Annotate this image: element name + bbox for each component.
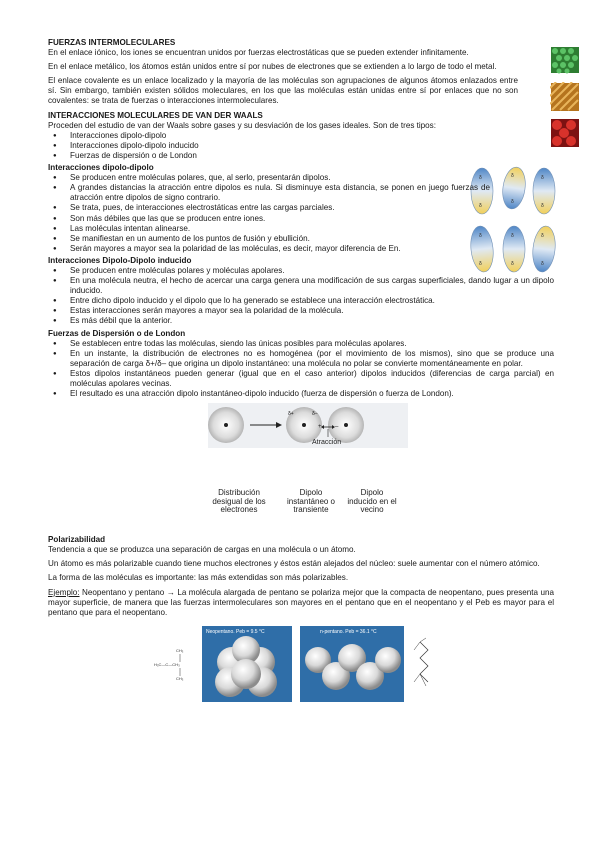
list-item: ● Son más débiles que las que se producen entre iones. [70, 214, 490, 224]
minus-label: – [335, 424, 339, 431]
list-item: ● Se producen entre moléculas polares y moléculas apolares. [70, 266, 554, 276]
svg-text:δ: δ [479, 233, 482, 240]
list-item: ● Es más débil que la anterior. [70, 316, 554, 326]
list-item: ● Las moléculas intentan alinearse. [70, 224, 490, 234]
polar-p1: Tendencia a que se produzca una separación de cargas en una molécula o un átomo. [48, 545, 356, 555]
polar-heading: Polarizabilidad [48, 535, 106, 545]
svg-text:δ: δ [479, 203, 482, 210]
figure-label-1: Distribución desigual de los electrones [212, 488, 266, 515]
london-heading: Fuerzas de Dispersión o de London [48, 328, 186, 338]
list-item: ● Interacciones dipolo-dipolo inducido [70, 141, 554, 151]
svg-text:δ: δ [511, 261, 514, 268]
document-page [48, 38, 554, 704]
list-item: ● Se trata, pues, de interacciones electrostáticas entre las cargas parciales. [70, 203, 490, 213]
vdw-text: Proceden del estudio de van der Waals sobre gases y su desviación de los gases ideales. Son de tres tipos: [48, 120, 436, 130]
svg-text:δ: δ [541, 175, 544, 182]
svg-text:δ: δ [541, 261, 544, 268]
plus-label: + [318, 424, 322, 431]
svg-text:δ: δ [541, 233, 544, 240]
figure-label-2: Dipolo instantáneo o transiente [286, 488, 336, 515]
delta-plus-label: δ+ [288, 411, 294, 418]
list-item: ● Entre dicho dipolo inducido y el dipolo que lo ha generado se establece una interacción electrostática. [70, 296, 554, 306]
vdw-types-list [48, 131, 554, 161]
neo-formula: H₃C—C—CH₃ [154, 661, 180, 667]
page-title: FUERZAS INTERMOLECULARES [48, 38, 176, 47]
intro-ionic: En el enlace iónico, los iones se encuentran unidos por fuerzas electrostáticas que se pueden extender infinitamente. [48, 48, 469, 58]
polar-p3: La forma de las moléculas es importante: las más extendidas son más polarizables. [48, 573, 349, 583]
pentane-figure [152, 622, 452, 704]
list-item: ● Serán mayores a mayor sea la polaridad de las moléculas, es decir, mayor diferencia de En. [70, 244, 490, 254]
list-item: ● Se establecen entre todas las moléculas, siendo las únicas posibles para moléculas apolares. [70, 339, 554, 349]
molecular-crystal-image [550, 118, 580, 148]
delta-minus-label: δ– [312, 411, 318, 418]
attraction-label: Atracción [312, 439, 342, 447]
intro-metallic: En el enlace metálico, los átomos están unidos entre sí por nubes de electrones que se extienden a lo largo de todo el metal. [48, 62, 497, 72]
london-dispersion-figure [208, 403, 408, 489]
list-item: ● Se producen entre moléculas polares, que, al serlo, presentarán dipolos. [70, 173, 490, 183]
list-item: ● Fuerzas de dispersión o de London [70, 151, 554, 161]
svg-text:δ: δ [511, 173, 514, 180]
svg-text:δ: δ [511, 233, 514, 240]
london-list [48, 339, 554, 400]
example-text: Neopentano y pentano → La molécula alargada de pentano se polariza mejor que la compacta de neopentano, pues presenta una mayor superficie, de manera que las fuerzas intermoleculares son mayores en el pentano que en el neopentano y el Peb es mayor para el pentano que para el neopentano. [48, 587, 554, 617]
list-item: ● El resultado es una atracción dipolo instantáneo-dipolo inducido (fuerza de dispersión o fuerza de London). [70, 389, 554, 399]
list-item: ● A grandes distancias la atracción entre dipolos es nula. Si disminuye esta distancia, se ponen en juego fuerzas de atracción entre dipolos de signo contrario. [70, 183, 490, 203]
svg-text:δ: δ [511, 199, 514, 206]
list-item: ● En un instante, la distribución de electrones no es homogénea (por el movimiento de los mismos), sino que se produce una separación de carga δ+/δ– que origina un dipolo instantáneo: una molécula no polar se convierte momentáneamente en polar. [70, 349, 554, 369]
induced-list [48, 266, 554, 327]
induced-heading: Interacciones Dipolo-Dipolo inducido [48, 255, 192, 265]
list-item: ● En una molécula neutra, el hecho de acercar una carga genera una modificación de sus cargas superficiales, dando lugar a un dipolo inducido. [70, 276, 554, 296]
svg-text:δ: δ [479, 261, 482, 268]
figure-label-3: Dipolo inducido en el vecino [347, 488, 397, 515]
svg-text:δ: δ [479, 175, 482, 182]
example-label: Ejemplo: [48, 587, 80, 597]
pentane-caption: n-pentano. Peb = 36.1 °C [320, 628, 377, 635]
list-item: ● Estas interacciones serán mayores a mayor sea la polaridad de la molécula. [70, 306, 554, 316]
dipole-list [48, 173, 490, 254]
polar-p2: Un átomo es más polarizable cuando tiene muchos electrones y éstos están alejados del núcleo: suele aumentar con el número atómico. [48, 559, 540, 569]
list-item: ● Estos dipolos instantáneos pueden generar (igual que en el caso anterior) dipolos inducidos (diferencias de carga parcial) en moléculas apolares vecinas. [70, 369, 554, 389]
metal-crystal-image [550, 82, 580, 112]
vdw-heading: INTERACCIONES MOLECULARES DE VAN DER WAALS [48, 110, 263, 120]
ionic-crystal-image [550, 46, 580, 74]
svg-text:δ: δ [541, 203, 544, 210]
list-item: ● Interacciones dipolo-dipolo [70, 131, 554, 141]
dipole-heading: Interacciones dipolo-dipolo [48, 163, 154, 173]
ch3-top: CH₃ [176, 647, 184, 653]
polar-example [48, 588, 554, 618]
intro-covalent: El enlace covalente es un enlace localizado y la mayoría de las moléculas son agrupaciones de algunos átomos enlazados entre sí. Sin embargo, también existen sólidos moleculares, en los que las moléculas están unidas entre sí por enlaces que no son covalentes: se trata de fuerzas o interacciones intermoleculares. [48, 76, 518, 106]
neopentane-caption: Neopentano. Peb = 9.5 °C [206, 628, 265, 635]
ch3-bottom: CH₃ [176, 675, 184, 681]
list-item: ● Se manifiestan en un aumento de los puntos de fusión y ebullición. [70, 234, 490, 244]
